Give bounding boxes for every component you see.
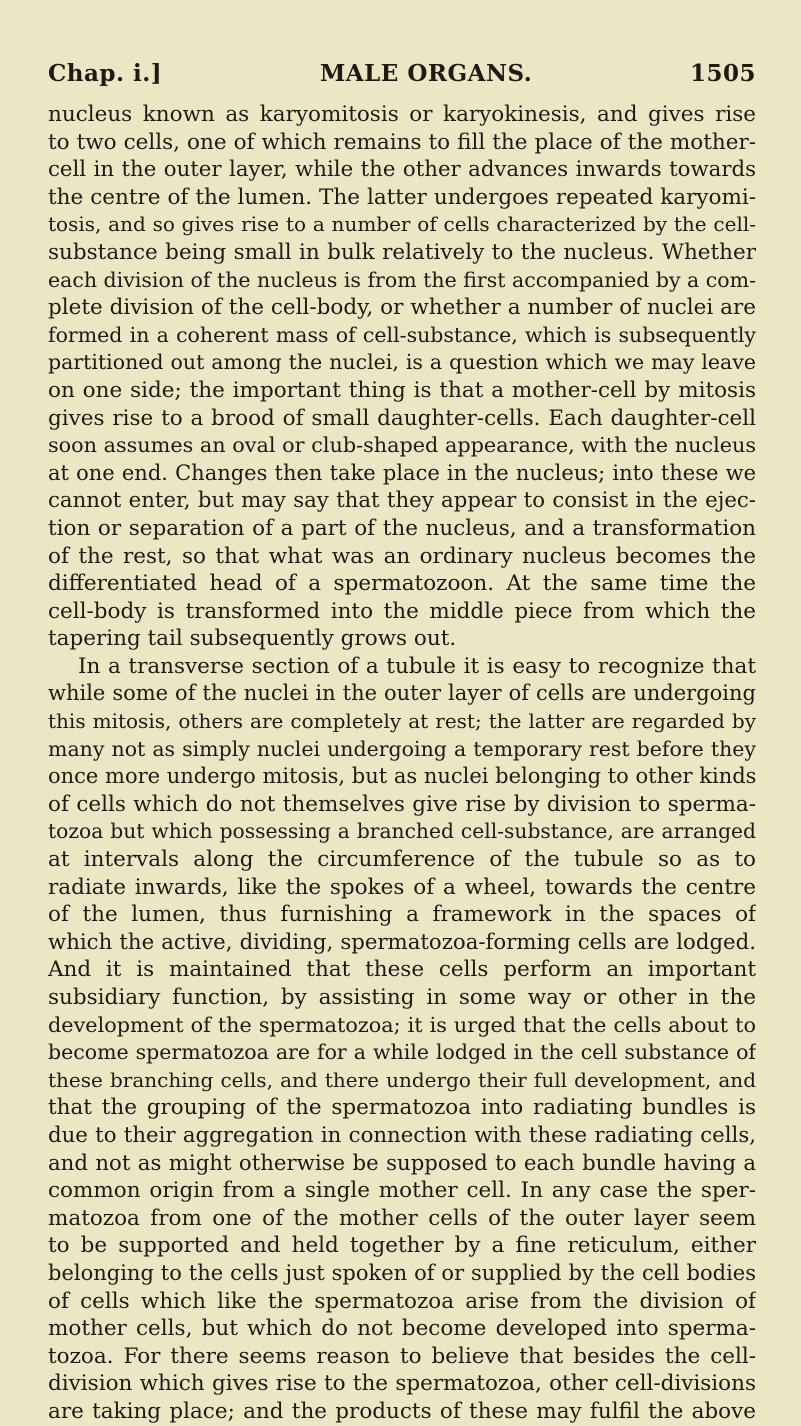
- text-line: this mitosis, others are completely at rest; the latter are regarded by: [48, 709, 756, 734]
- text-line: become spermatozoa are for a while lodged in the cell substance of: [48, 1040, 756, 1065]
- chapter-label: Chap. i.]: [48, 60, 163, 87]
- text-line: many not as simply nuclei undergoing a temporary rest before they: [48, 736, 756, 761]
- text-line: subsidiary function, by assisting in some way or other in the: [48, 985, 756, 1010]
- text-line: cell in the outer layer, while the other advances inwards towards: [48, 157, 756, 183]
- running-header: [48, 60, 756, 87]
- text-line: of the lumen, thus furnishing a framework in the spaces of: [48, 902, 756, 928]
- text-line: to two cells, one of which remains to fill the place of the mother-: [48, 129, 756, 155]
- text-line: tion or separation of a part of the nucleus, and a transformation: [48, 515, 756, 541]
- text-line: plete division of the cell-body, or whether a number of nuclei are: [48, 295, 756, 321]
- text-line: gives rise to a brood of small daughter-cells. Each daughter-cell: [48, 405, 756, 431]
- text-line: cell-body is transformed into the middle piece from which the: [48, 598, 756, 624]
- text-line: matozoa from one of the mother cells of the outer layer seem: [48, 1205, 756, 1231]
- text-line: at intervals along the circumference of the tubule so as to: [48, 847, 756, 873]
- text-line: And it is maintained that these cells perform an important: [48, 957, 756, 983]
- text-line: are taking place; and the products of these may fulfil the above: [48, 1398, 756, 1424]
- book-page: [48, 60, 756, 1426]
- text-line: of cells which like the spermatozoa arise from the division of: [48, 1288, 756, 1314]
- text-line: at one end. Changes then take place in the nucleus; into these we: [48, 460, 756, 485]
- body-text: [48, 101, 756, 1426]
- text-line: formed in a coherent mass of cell-substance, which is subsequently: [48, 322, 756, 347]
- text-line: nucleus known as karyomitosis or karyokinesis, and gives rise: [48, 102, 756, 127]
- text-line: tosis, and so gives rise to a number of cells characterized by the cell-: [48, 212, 756, 237]
- text-line: soon assumes an oval or club-shaped appearance, with the nucleus: [48, 433, 756, 458]
- text-line: of cells which do not themselves give rise by division to sperma-: [48, 791, 756, 817]
- text-line: tozoa. For there seems reason to believe that besides the cell-: [48, 1343, 756, 1369]
- text-line: belonging to the cells just spoken of or supplied by the cell bodies: [48, 1260, 756, 1285]
- text-line: partitioned out among the nuclei, is a question which we may leave: [48, 350, 756, 375]
- text-line: and not as might otherwise be supposed to each bundle having a: [48, 1150, 756, 1176]
- text-line: division which gives rise to the spermatozoa, other cell-divisions: [48, 1371, 756, 1397]
- text-line: cannot enter, but may say that they appear to consist in the ejec-: [48, 488, 756, 514]
- text-line: to be supported and held together by a fine reticulum, either: [48, 1233, 756, 1259]
- text-line: substance being small in bulk relatively to the nucleus. Whether: [48, 239, 756, 265]
- text-line: of the rest, so that what was an ordinary nucleus becomes the: [48, 543, 756, 569]
- text-line: development of the spermatozoa; it is urged that the cells about to: [48, 1012, 756, 1037]
- text-line: once more undergo mitosis, but as nuclei belonging to other kinds: [48, 764, 756, 789]
- text-line: the centre of the lumen. The latter undergoes repeated karyomi-: [48, 184, 756, 210]
- text-line: each division of the nucleus is from the first accompanied by a com-: [48, 267, 756, 292]
- text-line: tozoa but which possessing a branched cell-substance, are arranged: [48, 819, 756, 844]
- text-line: In a transverse section of a tubule it is easy to recognize that: [78, 653, 756, 679]
- text-line: which the active, dividing, spermatozoa-forming cells are lodged.: [48, 929, 756, 955]
- text-line: mother cells, but which do not become developed into sperma-: [48, 1316, 756, 1342]
- text-line: tapering tail subsequently grows out.: [48, 626, 457, 652]
- text-line: on one side; the important thing is that a mother-cell by mitosis: [48, 377, 756, 403]
- text-line: that the grouping of the spermatozoa into radiating bundles is: [48, 1095, 756, 1121]
- page-number: 1505: [689, 60, 756, 87]
- text-line: differentiated head of a spermatozoon. At the same time the: [48, 571, 756, 597]
- text-line: common origin from a single mother cell. In any case the sper-: [48, 1178, 756, 1204]
- text-line: due to their aggregation in connection with these radiating cells,: [48, 1122, 756, 1148]
- text-line: radiate inwards, like the spokes of a wheel, towards the centre: [48, 874, 756, 900]
- text-line: these branching cells, and there undergo their full development, and: [48, 1067, 756, 1092]
- running-title: MALE ORGANS.: [319, 60, 533, 87]
- text-line: while some of the nuclei in the outer layer of cells are undergoing: [48, 681, 756, 706]
